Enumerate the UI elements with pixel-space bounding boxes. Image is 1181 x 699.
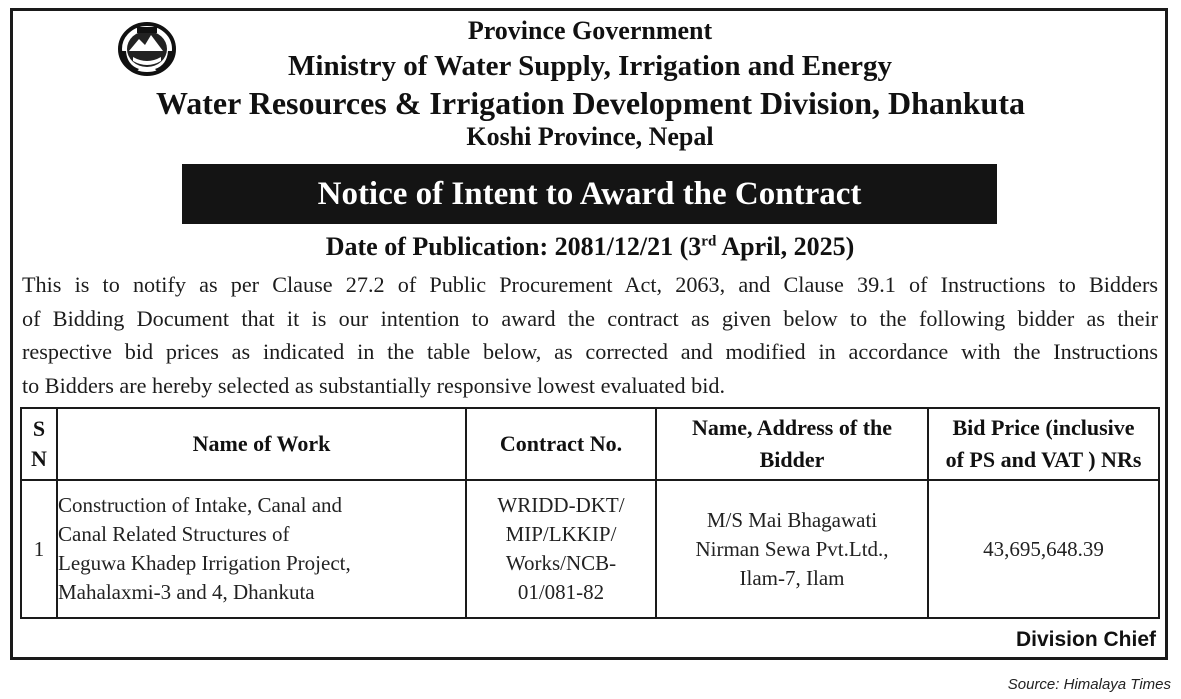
header-contract-no: Contract No. <box>466 408 656 480</box>
row-name-of-work: Construction of Intake, Canal and Canal Related Structures of Leguwa Khadep Irrigation Project, Mahalaxmi-3 and 4, Dhankuta <box>57 480 466 618</box>
header-bid-price: Bid Price (inclusive of PS and VAT ) NRs <box>928 408 1159 480</box>
row-sn: 1 <box>21 480 57 618</box>
row-contract-no: WRIDD-DKT/ MIP/LKKIP/ Works/NCB- 01/081-82 <box>466 480 656 618</box>
header-location: Koshi Province, Nepal <box>466 122 714 151</box>
body-line: of Bidding Document that it is our intention to award the contract as given below to the following bidder as their <box>22 305 1158 331</box>
header-province: Province Government <box>467 16 713 45</box>
header-ministry: Ministry of Water Supply, Irrigation and Energy <box>288 50 892 82</box>
notice-body <box>22 268 1158 402</box>
award-table <box>20 407 1160 619</box>
table-header-row <box>21 408 1159 480</box>
header-division: Water Resources & Irrigation Development Division, Dhankuta <box>155 85 1025 121</box>
header-bidder: Name, Address of the Bidder <box>656 408 928 480</box>
body-line: This is to notify as per Clause 27.2 of Public Procurement Act, 2063, and Clause 39.1 of Instructions to Bidders <box>22 272 1158 297</box>
notice-title: Notice of Intent to Award the Contract <box>182 164 997 224</box>
header-sn: S N <box>21 408 57 480</box>
publication-date: Date of Publication: 2081/12/21 (3rd April, 2025) <box>325 232 855 261</box>
source-credit: Source: Himalaya Times <box>1007 676 1171 693</box>
signature: Division Chief <box>1015 628 1156 651</box>
row-bidder: M/S Mai Bhagawati Nirman Sewa Pvt.Ltd., Ilam-7, Ilam <box>656 480 928 618</box>
table-row <box>21 480 1159 618</box>
row-bid-price: 43,695,648.39 <box>928 480 1159 618</box>
header-name-of-work: Name of Work <box>57 408 466 480</box>
body-line: to Bidders are hereby selected as substantially responsive lowest evaluated bid. <box>22 372 726 398</box>
body-line: respective bid prices as indicated in the table below, as corrected and modified in accordance with the Instructions <box>22 339 1158 364</box>
